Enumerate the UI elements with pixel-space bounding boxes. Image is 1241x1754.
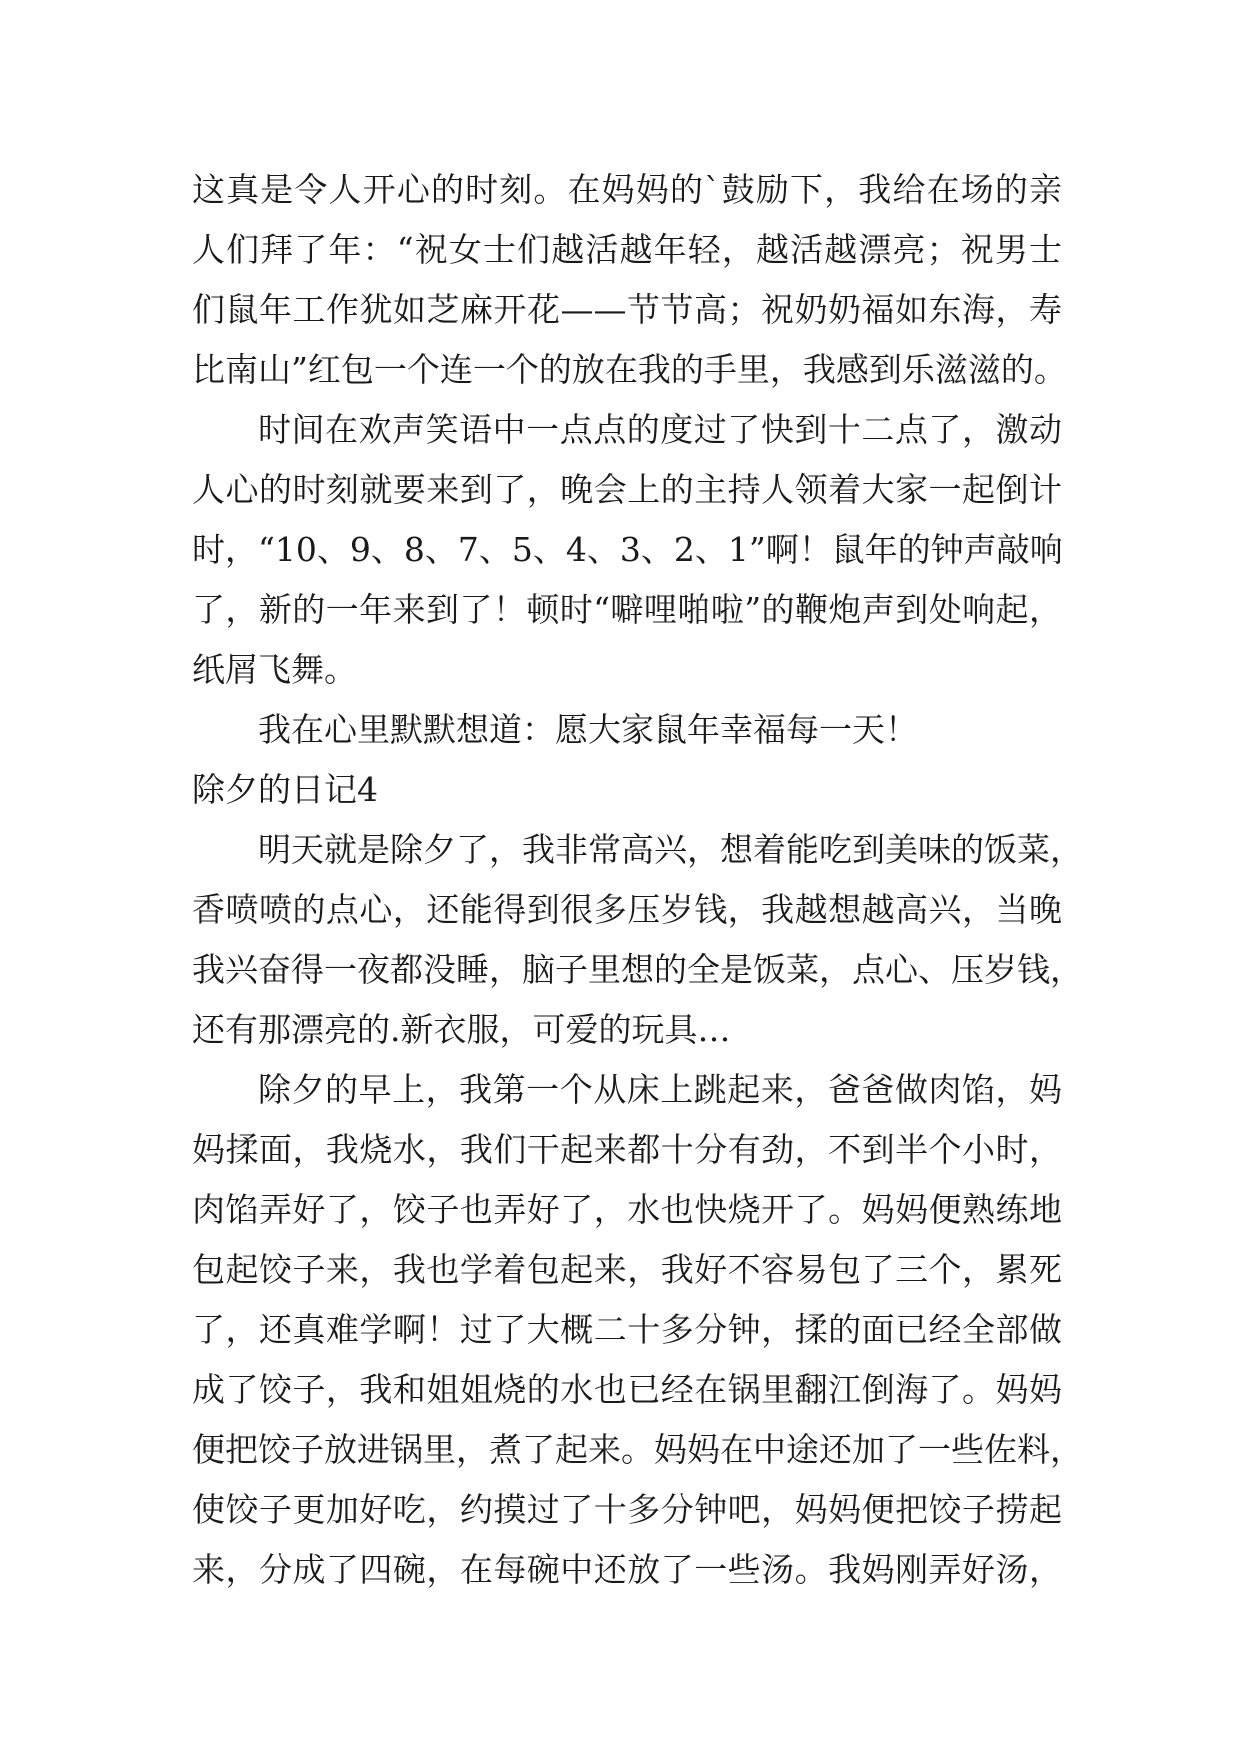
text-line: 使饺子更加好吃，约摸过了十多分钟吧，妈妈便把饺子捞起 bbox=[192, 1490, 1062, 1529]
text-line: 肉馅弄好了，饺子也弄好了，水也快烧开了。妈妈便熟练地 bbox=[192, 1190, 1062, 1229]
text-line: 香喷喷的点心，还能得到很多压岁钱，我越想越高兴，当晚 bbox=[192, 890, 1062, 929]
text-line: 妈揉面，我烧水，我们干起来都十分有劲，不到半个小时， bbox=[192, 1130, 1062, 1169]
text-line: 们鼠年工作犹如芝麻开花——节节高；祝奶奶福如东海，寿 bbox=[192, 290, 1062, 329]
text-line: 时，“10、9、8、7、5、4、3、2、1”啊！鼠年的钟声敲响 bbox=[192, 530, 1063, 569]
text-line: 比南山”红包一个连一个的放在我的手里，我感到乐滋滋的。 bbox=[192, 350, 1067, 389]
document-body bbox=[192, 160, 1083, 1600]
text-line: 纸屑飞舞。 bbox=[192, 650, 357, 689]
text-line: 人心的时刻就要来到了，晚会上的主持人领着大家一起倒计 bbox=[192, 470, 1062, 509]
paragraph bbox=[192, 1060, 1083, 1600]
heading-text: 除夕的日记4 bbox=[192, 770, 378, 809]
text-line: 还有那漂亮的.新衣服，可爱的玩具… bbox=[192, 1010, 731, 1049]
section-heading bbox=[192, 760, 1062, 820]
text-line: 来，分成了四碗，在每碗中还放了一些汤。我妈刚弄好汤， bbox=[192, 1550, 1062, 1589]
paragraph bbox=[192, 160, 1067, 400]
text-line: 了，新的一年来到了！顿时“噼哩啪啦”的鞭炮声到处响起， bbox=[192, 590, 1062, 629]
text-line: 明天就是除夕了，我非常高兴，想着能吃到美味的饭菜， bbox=[258, 830, 1083, 869]
paragraph bbox=[192, 400, 1062, 700]
text-line: 除夕的早上，我第一个从床上跳起来，爸爸做肉馅，妈 bbox=[258, 1070, 1062, 1109]
text-line: 便把饺子放进锅里，煮了起来。妈妈在中途还加了一些佐料， bbox=[192, 1430, 1083, 1469]
text-line: 我兴奋得一夜都没睡，脑子里想的全是饭菜，点心、压岁钱， bbox=[192, 950, 1083, 989]
paragraph bbox=[192, 700, 1062, 760]
paragraph bbox=[192, 820, 1083, 1060]
text-line: 这真是令人开心的时刻。在妈妈的`鼓励下，我给在场的亲 bbox=[192, 170, 1062, 209]
text-line: 包起饺子来，我也学着包起来，我好不容易包了三个，累死 bbox=[192, 1250, 1062, 1289]
text-line: 时间在欢声笑语中一点点的度过了快到十二点了，激动 bbox=[258, 410, 1062, 449]
text-line: 成了饺子，我和姐姐烧的水也已经在锅里翻江倒海了。妈妈 bbox=[192, 1370, 1062, 1409]
text-line: 人们拜了年：“祝女士们越活越年轻，越活越漂亮；祝男士 bbox=[192, 230, 1062, 269]
text-line: 了，还真难学啊！过了大概二十多分钟，揉的面已经全部做 bbox=[192, 1310, 1062, 1349]
text-line: 我在心里默默想道：愿大家鼠年幸福每一天！ bbox=[258, 710, 918, 749]
